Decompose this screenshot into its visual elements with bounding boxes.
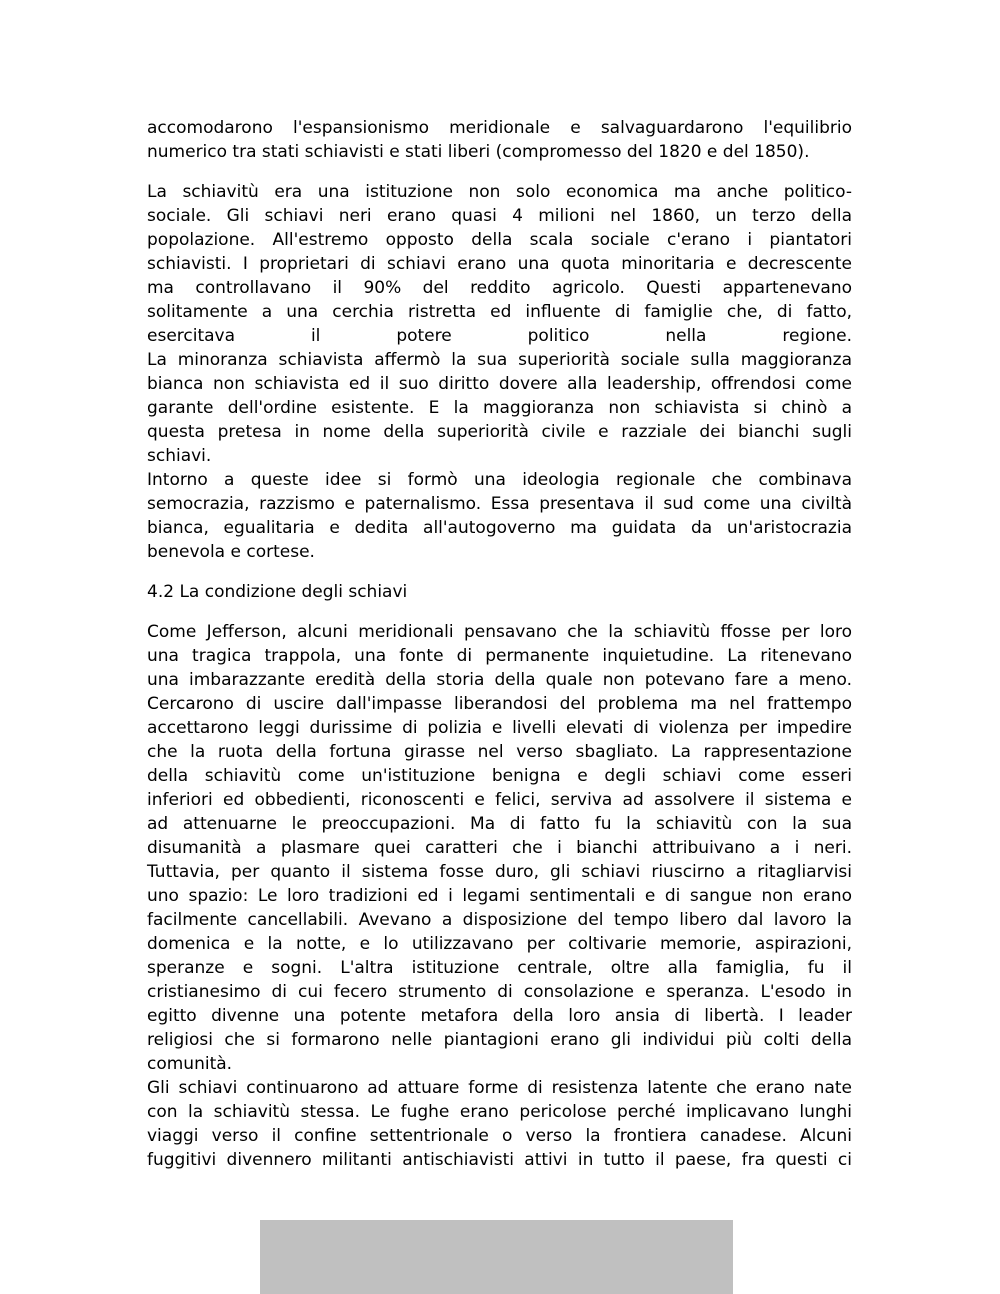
paragraph-1 bbox=[147, 116, 852, 164]
text-line: facilmente cancellabili. Avevano a disposizione del tempo libero dal lavoro la bbox=[147, 910, 852, 930]
text-line: speranze e sogni. L'altra istituzione centrale, oltre alla famiglia, fu il bbox=[147, 958, 852, 978]
text-line: domenica e la notte, e lo utilizzavano per coltivarie memorie, aspirazioni, bbox=[147, 934, 852, 954]
paragraph-2 bbox=[147, 180, 852, 564]
text-line: Gli schiavi continuarono ad attuare forme di resistenza latente che erano nate bbox=[147, 1078, 852, 1098]
text-line: una tragica trappola, una fonte di permanente inquietudine. La ritenevano bbox=[147, 646, 852, 666]
text-line: Tuttavia, per quanto il sistema fosse duro, gli schiavi riuscirno a ritagliarvisi bbox=[147, 862, 852, 882]
text-line: benevola e cortese. bbox=[147, 542, 315, 562]
text-line: garante dell'ordine esistente. E la maggioranza non schiavista si chinò a bbox=[147, 398, 852, 418]
text-line: semocrazia, razzismo e paternalismo. Essa presentava il sud come una civiltà bbox=[147, 494, 852, 514]
text-line: accettarono leggi durissime di polizia e livelli elevati di violenza per impedire bbox=[147, 718, 852, 738]
text-line: fuggitivi divennero militanti antischiavisti attivi in tutto il paese, fra questi ci bbox=[147, 1150, 852, 1170]
text-line: accomodarono l'espansionismo meridionale e salvaguardarono l'equilibrio bbox=[147, 118, 852, 138]
footer-gray-box bbox=[260, 1220, 733, 1294]
section-heading: 4.2 La condizione degli schiavi bbox=[147, 582, 408, 602]
text-line: ma controllavano il 90% del reddito agricolo. Questi appartenevano bbox=[147, 278, 852, 298]
text-line: Come Jefferson, alcuni meridionali pensavano che la schiavitù ffosse per loro bbox=[147, 622, 852, 642]
text-line: uno spazio: Le loro tradizioni ed i legami sentimentali e di sangue non erano bbox=[147, 886, 852, 906]
text-line: schiavi. bbox=[147, 446, 212, 466]
text-line: disumanità a plasmare quei caratteri che i bianchi attribuivano a i neri. bbox=[147, 838, 852, 858]
text-line: viaggi verso il confine settentrionale o verso la frontiera canadese. Alcuni bbox=[147, 1126, 852, 1146]
text-line: sociale. Gli schiavi neri erano quasi 4 milioni nel 1860, un terzo della bbox=[147, 206, 852, 226]
text-line: comunità. bbox=[147, 1054, 233, 1074]
text-line: La minoranza schiavista affermò la sua superiorità sociale sulla maggioranza bbox=[147, 350, 852, 370]
text-line: Intorno a queste idee si formò una ideologia regionale che combinava bbox=[147, 470, 852, 490]
text-line: cristianesimo di cui fecero strumento di consolazione e speranza. L'esodo in bbox=[147, 982, 852, 1002]
text-line: una imbarazzante eredità della storia della quale non potevano fare a meno. bbox=[147, 670, 852, 690]
text-line: con la schiavitù stessa. Le fughe erano pericolose perché implicavano lunghi bbox=[147, 1102, 852, 1122]
document-page bbox=[147, 116, 852, 1188]
text-line: che la ruota della fortuna girasse nel verso sbagliato. La rappresentazione bbox=[147, 742, 852, 762]
text-line: inferiori ed obbedienti, riconoscenti e felici, serviva ad assolvere il sistema e bbox=[147, 790, 852, 810]
text-line: popolazione. All'estremo opposto della scala sociale c'erano i piantatori bbox=[147, 230, 852, 250]
text-line: solitamente a una cerchia ristretta ed influente di famiglie che, di fatto, bbox=[147, 302, 852, 322]
text-line: bianca non schiavista ed il suo diritto dovere alla leadership, offrendosi come bbox=[147, 374, 852, 394]
section-paragraph bbox=[147, 620, 852, 1172]
text-line: ad attenuarne le preoccupazioni. Ma di fatto fu la schiavitù con la sua bbox=[147, 814, 852, 834]
text-line: egitto divenne una potente metafora della loro ansia di libertà. I leader bbox=[147, 1006, 852, 1026]
text-line: bianca, egualitaria e dedita all'autogoverno ma guidata da un'aristocrazia bbox=[147, 518, 852, 538]
text-line: religiosi che si formarono nelle piantagioni erano gli individui più colti della bbox=[147, 1030, 852, 1050]
text-line: schiavisti. I proprietari di schiavi erano una quota minoritaria e decrescente bbox=[147, 254, 852, 274]
text-line: Cercarono di uscire dall'impasse liberandosi del problema ma nel frattempo bbox=[147, 694, 852, 714]
text-line: numerico tra stati schiavisti e stati liberi (compromesso del 1820 e del 1850). bbox=[147, 142, 810, 162]
text-line: questa pretesa in nome della superiorità civile e razziale dei bianchi sugli bbox=[147, 422, 852, 442]
text-line: esercitava il potere politico nella regione. bbox=[147, 326, 852, 346]
text-line: della schiavitù come un'istituzione benigna e degli schiavi come esseri bbox=[147, 766, 852, 786]
text-line: La schiavitù era una istituzione non solo economica ma anche politico- bbox=[147, 182, 852, 202]
